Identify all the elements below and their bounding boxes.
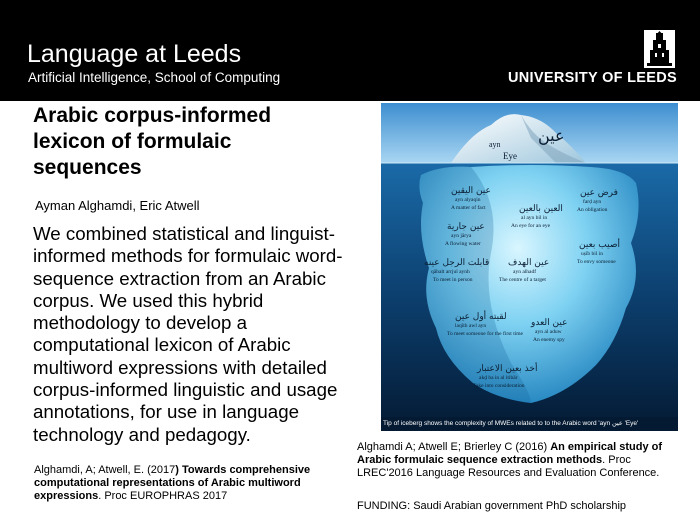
svg-text:ayn alhadf: ayn alhadf: [513, 269, 537, 275]
reference-authors: Alghamdi A; Atwell E; Brierley C (2016): [357, 441, 551, 453]
svg-text:ayn al aduw: ayn al aduw: [535, 329, 562, 335]
tip-translit: ayn: [489, 140, 501, 149]
logo-text: UNIVERSITY OF LEEDS: [508, 70, 677, 86]
svg-text:لقيته أول عين: لقيته أول عين: [455, 312, 507, 322]
svg-text:قابلت الرجل عينه: قابلت الرجل عينه: [424, 258, 490, 268]
svg-text:فرض عين: فرض عين: [580, 188, 618, 198]
tip-gloss: Eye: [503, 151, 517, 161]
svg-text:To envy someone: To envy someone: [577, 259, 616, 265]
authors: Ayman Alghamdi, Eric Atwell: [35, 198, 200, 213]
header-bar: [0, 0, 700, 101]
tip-arabic: عين: [538, 126, 565, 145]
svg-text:An enemy spy: An enemy spy: [533, 337, 565, 343]
abstract-text: We combined statistical and linguist-informed methods for formulaic word-sequence extraction from an Arabic corpus. We used this hybrid methodology to develop a computational lexicon of Arabic multiword expressions with detailed corpus-informed linguistic and usage annotations, for use in language technology and pedagogy.: [33, 223, 343, 445]
iceberg-caption: Tip of iceberg shows the complexity of MWEs related to to the Arabic word 'ayn عين 'Eye': [383, 420, 639, 427]
svg-text:عين اليقين: عين اليقين: [451, 186, 491, 196]
svg-text:عين الهدف: عين الهدف: [508, 258, 550, 268]
svg-text:أصيب بعين: أصيب بعين: [579, 240, 620, 250]
reference-title: ) Towards comprehensive computational representations of Arabic multiword expressions: [34, 464, 311, 502]
svg-text:The centre of a target: The centre of a target: [499, 277, 546, 283]
svg-text:عين العدو: عين العدو: [531, 318, 568, 328]
university-logo: [497, 30, 677, 92]
reference-lrec: [357, 441, 677, 480]
svg-text:akḏ ba in al itibār: akḏ ba in al itibār: [479, 375, 518, 381]
svg-text:ayn alyaqin: ayn alyaqin: [455, 197, 481, 203]
svg-text:A flowing water: A flowing water: [445, 241, 481, 247]
svg-text:أخذ بعين الاعتبار: أخذ بعين الاعتبار: [477, 364, 538, 374]
svg-text:A matter of fact: A matter of fact: [451, 205, 486, 211]
reference-venue: . Proc EUROPHRAS 2017: [98, 490, 228, 502]
svg-text:An eye for an eye: An eye for an eye: [511, 223, 551, 229]
svg-text:qābalt arrjul aynh: qābalt arrjul aynh: [431, 269, 470, 275]
svg-text:Take into consideration: Take into consideration: [473, 383, 525, 389]
university-crest-icon: [644, 30, 675, 68]
svg-text:العين بالعين: العين بالعين: [519, 204, 563, 214]
svg-text:An obligation: An obligation: [577, 207, 608, 213]
iceberg-image: [381, 103, 678, 431]
header-subtitle: Artificial Intelligence, School of Computing: [28, 70, 281, 85]
poster-title: Arabic corpus-informed lexicon of formulaic sequences: [33, 104, 272, 179]
svg-text:laqīth awl ayn: laqīth awl ayn: [455, 323, 487, 329]
reference-europhras: [34, 464, 354, 503]
reference-venue: . Proc LREC'2016 Language Resources and Evaluation Conference.: [357, 454, 660, 479]
svg-text:al ayn bil in: al ayn bil in: [521, 215, 548, 221]
svg-text:uṣīb bil in: uṣīb bil in: [581, 251, 604, 257]
svg-text:To meet in person: To meet in person: [433, 277, 473, 283]
svg-text:To meet someone for the first: To meet someone for the first time: [447, 331, 523, 337]
svg-text:عين جارية: عين جارية: [447, 222, 485, 232]
reference-authors: Alghamdi, A; Atwell, E. (2017: [34, 464, 176, 476]
funding-note: FUNDING: Saudi Arabian government PhD scholarship: [357, 500, 627, 512]
reference-title: An empirical study of Arabic formulaic sequence extraction methods: [357, 441, 663, 466]
svg-text:ayn jārya: ayn jārya: [451, 233, 472, 239]
header-title: Language at Leeds: [27, 40, 242, 68]
svg-text:farḍ ayn: farḍ ayn: [583, 199, 602, 205]
